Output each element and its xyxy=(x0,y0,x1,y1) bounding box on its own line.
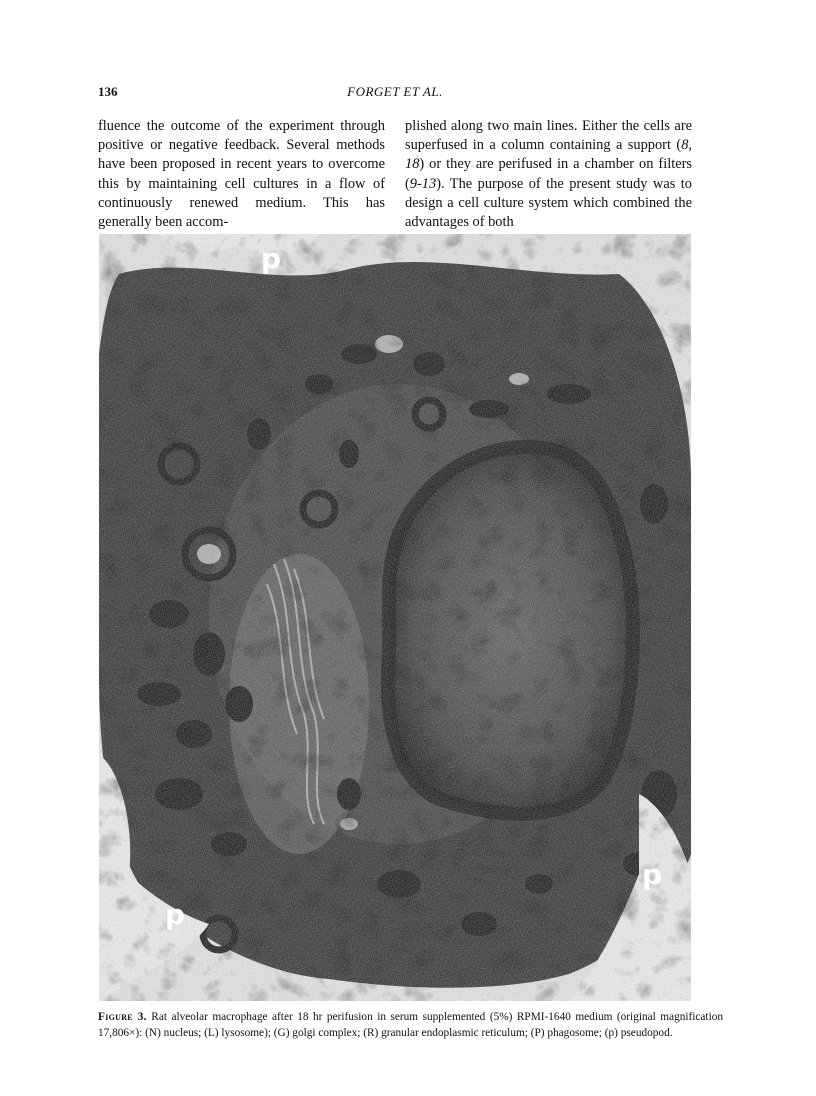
right-text-pre: plished along two main lines. Either the cells are superfused in a column containing a support ( xyxy=(405,118,692,154)
citation-ref: 9-13 xyxy=(409,175,437,192)
micrograph-image xyxy=(99,234,691,1001)
caption-text: Rat alveolar macrophage after 18 hr perifusion in serum supplemented (5%) RPMI-1640 medium (original magnification 17,806×): (N) nucleus; (L) lysosome); (G) golgi complex; (R) granular endoplasmic reticulum; (P) phagosome; (p) pseudopod. xyxy=(98,1011,724,1039)
page-header xyxy=(98,84,692,104)
right-text-post: ). The purpose of the present study was to design a cell culture system which combined the advantages of both xyxy=(405,175,692,231)
figure-caption xyxy=(98,1010,723,1041)
citation-ref: 8, 18 xyxy=(405,137,692,173)
caption-label: Figure 3. xyxy=(98,1011,147,1023)
body-text xyxy=(98,117,692,232)
right-text-mid: ) or they are perifused in a chamber on filters ( xyxy=(405,156,692,192)
pseudopod-label-bottom-right: p xyxy=(642,858,663,891)
left-column xyxy=(98,117,385,232)
right-column-text xyxy=(405,117,692,232)
right-column xyxy=(405,117,692,232)
pseudopod-label-top: p xyxy=(261,242,282,275)
left-column-text: fluence the outcome of the experiment through positive or negative feedback. Several methods have been proposed in recent years to overcome this by maintaining cell cultures in a flow of continuously renewed medium. This has generally been accom- xyxy=(98,118,385,231)
running-head: FORGET ET AL. xyxy=(347,84,443,99)
pseudopod-label-bottom-left: p xyxy=(165,898,186,931)
page-number: 136 xyxy=(98,84,118,99)
micrograph-figure xyxy=(99,234,691,1001)
